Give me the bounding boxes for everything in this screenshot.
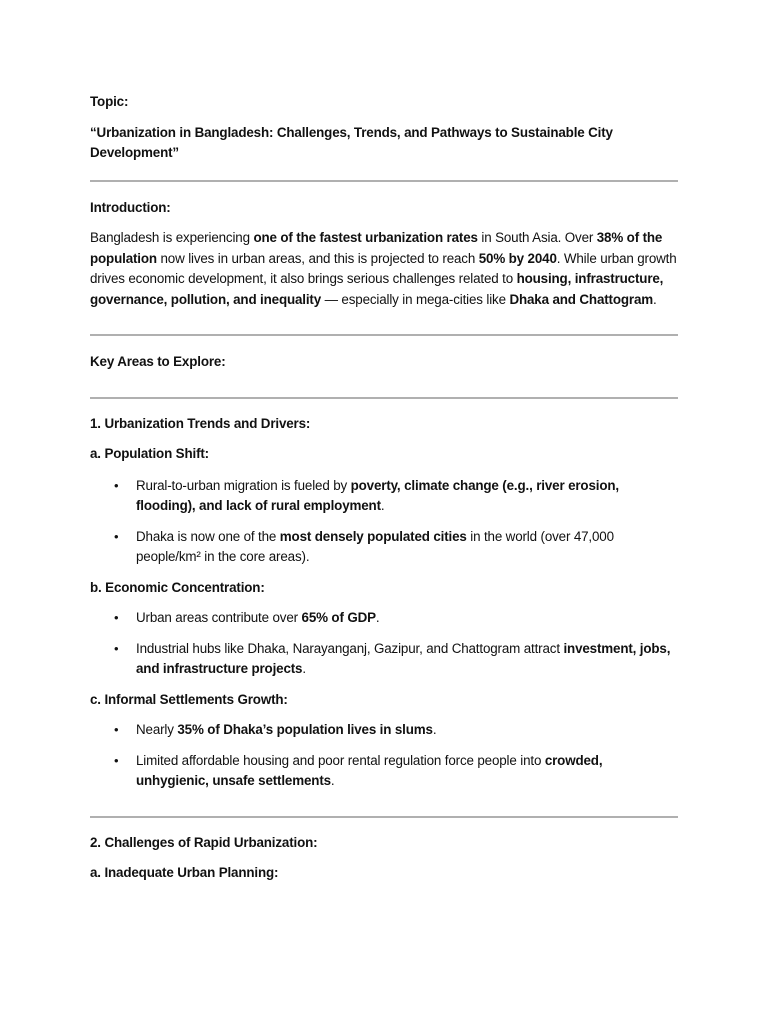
subsection-1b-heading: b. Economic Concentration: <box>90 579 265 595</box>
divider <box>90 397 678 399</box>
bullet-icon: • <box>114 610 119 625</box>
subsection-2a-heading: a. Inadequate Urban Planning: <box>90 865 279 880</box>
section-2-heading: 2. Challenges of Rapid Urbanization: <box>90 834 318 850</box>
key-areas-label: Key Areas to Explore: <box>90 354 226 369</box>
bullet-icon: • <box>114 477 119 493</box>
section-1-heading: 1. Urbanization Trends and Drivers: <box>90 415 311 431</box>
divider <box>90 334 678 336</box>
list-item: • Limited affordable housing and poor rental regulation force people into crowded, unhygienic, unsafe settlements. <box>114 752 603 788</box>
topic-title: “Urbanization in Bangladesh: Challenges, Trends, and Pathways to Sustainable City Development” <box>90 124 613 160</box>
bullet-list-1a <box>90 476 678 568</box>
divider <box>90 180 678 182</box>
list-item: • Urban areas contribute over 65% of GDP. <box>90 608 678 629</box>
list-item: • Dhaka is now one of the most densely populated cities in the world (over 47,000 people/km² in the core areas). <box>114 528 614 564</box>
list-item: • Rural-to-urban migration is fueled by poverty, climate change (e.g., river erosion, flooding), and lack of rural employment. <box>114 477 619 513</box>
introduction-label: Introduction: <box>90 199 171 215</box>
document-page <box>90 92 678 884</box>
divider <box>90 816 678 818</box>
bullet-icon: • <box>114 752 119 768</box>
bullet-icon: • <box>114 640 119 656</box>
list-item: • Industrial hubs like Dhaka, Narayanganj, Gazipur, and Chattogram attract investment, jobs, and infrastructure projects. <box>114 640 671 676</box>
subsection-1c-heading: c. Informal Settlements Growth: <box>90 691 288 707</box>
introduction-paragraph: Bangladesh is experiencing one of the fastest urbanization rates in South Asia. Over 38% of the population now lives in urban areas, and this is projected to reach 50% by 2040. While urban growth drives economic development, it also brings serious challenges related to housing, infrastructure, governance, pollution, and inequality — especially in mega-cities like Dhaka and Chattogram. <box>90 230 677 307</box>
subsection-1a-heading: a. Population Shift: <box>90 446 209 461</box>
list-item: • Nearly 35% of Dhaka’s population lives in slums. <box>90 720 678 741</box>
bullet-icon: • <box>114 722 119 737</box>
bullet-icon: • <box>114 528 119 544</box>
topic-label: Topic: <box>90 94 129 109</box>
bullet-list-1b <box>90 608 678 680</box>
bullet-list-1c <box>90 720 678 792</box>
